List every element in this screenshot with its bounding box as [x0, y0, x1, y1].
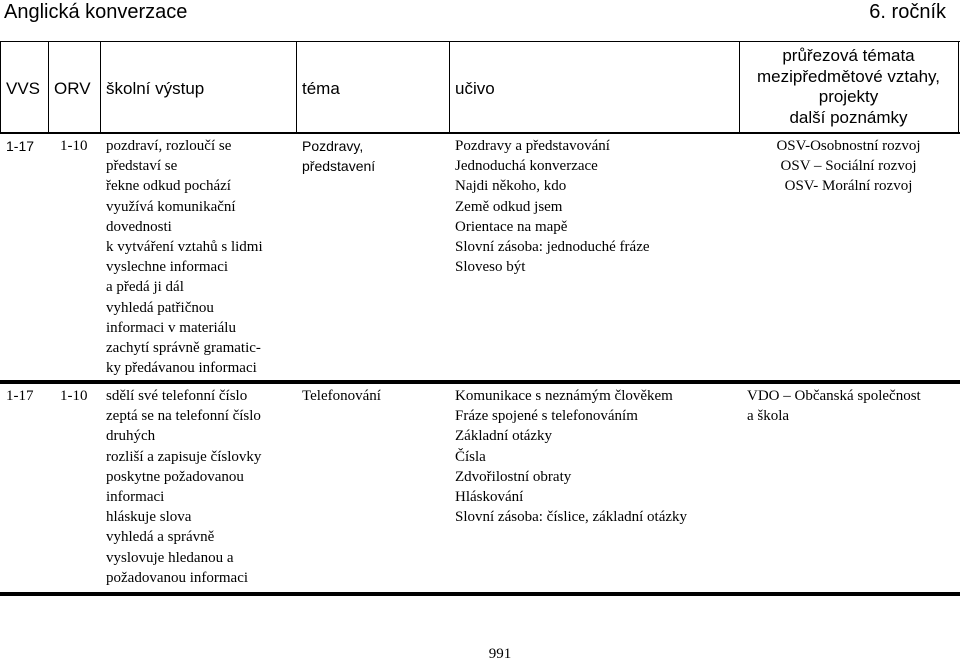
header-prurezova-line: mezipředmětové vztahy,	[757, 66, 940, 86]
ucivo-item: Jednoduchá konverzace	[455, 158, 598, 175]
vystup-item: zachytí správně gramatic-	[106, 340, 261, 357]
row1-ucivo	[455, 136, 650, 277]
document-title: Anglická konverzace	[4, 1, 188, 23]
column-divider-vystup	[296, 41, 297, 133]
prurezova-item: OSV – Sociální rozvoj	[780, 158, 917, 175]
row2-vystup	[106, 386, 261, 588]
ucivo-item: Hláskování	[455, 489, 524, 506]
column-divider-left-edge	[0, 41, 1, 133]
prurezova-item: a škola	[747, 408, 790, 425]
prurezova-item: OSV-Osobnostní rozvoj	[776, 138, 921, 154]
row2-tema	[302, 386, 381, 406]
header-vystup: školní výstup	[106, 79, 205, 98]
vystup-item: ky předávanou informaci	[106, 360, 257, 377]
header-prurezova-line: další poznámky	[789, 107, 908, 127]
ucivo-item: Sloveso být	[455, 259, 526, 276]
vystup-item: rozliší a zapisuje číslovky	[106, 448, 262, 465]
tema-item: Pozdravy,	[302, 138, 364, 154]
ucivo-item: Čísla	[455, 448, 486, 465]
vystup-item: pozdraví, rozloučí se	[106, 138, 232, 154]
vystup-item: vyslechne informaci	[106, 259, 229, 276]
tema-item: představení	[302, 158, 376, 174]
grade-label: 6. ročník	[869, 1, 946, 23]
ucivo-item: Slovní zásoba: číslice, základní otázky	[455, 509, 688, 526]
ucivo-item: Země odkud jsem	[455, 198, 563, 215]
vystup-item: vyhledá patřičnou	[106, 299, 214, 316]
prurezova-item: VDO – Občanská společnost	[747, 388, 921, 404]
column-divider-orv	[100, 41, 101, 133]
vystup-item: hláskuje slova	[106, 509, 192, 526]
ucivo-item: Pozdravy a představování	[455, 138, 610, 154]
header-bottom-border	[0, 132, 960, 134]
page-number: 991	[488, 646, 512, 662]
header-orv: ORV	[54, 79, 91, 98]
column-divider-tema	[449, 41, 450, 133]
vystup-item: k vytváření vztahů s lidmi	[106, 239, 263, 256]
vystup-item: vyslovuje hledanou a	[106, 549, 234, 566]
vystup-item: zeptá se na telefonní číslo	[106, 408, 261, 425]
vystup-item: poskytne požadovanou	[106, 468, 244, 485]
header-prurezova	[739, 46, 958, 128]
ucivo-item: Najdi někoho, kdo	[455, 178, 567, 195]
row2-orv: 1-10	[60, 388, 88, 404]
vystup-item: požadovanou informaci	[106, 569, 249, 586]
tema-item: Telefonování	[302, 388, 381, 404]
vystup-item: dovednosti	[106, 218, 172, 235]
row2-vvs: 1-17	[6, 388, 34, 404]
row1-tema	[302, 136, 375, 176]
ucivo-item: Komunikace s neznámým člověkem	[455, 388, 673, 404]
vystup-item: a předá ji dál	[106, 279, 184, 296]
ucivo-item: Slovní zásoba: jednoduché fráze	[455, 239, 650, 256]
header-vvs: VVS	[6, 79, 41, 98]
ucivo-item: Orientace na mapě	[455, 218, 568, 235]
vystup-item: sdělí své telefonní číslo	[106, 388, 248, 404]
prurezova-item: OSV- Morální rozvoj	[784, 178, 913, 195]
row2-ucivo	[455, 386, 687, 527]
vystup-item: řekne odkud pochází	[106, 178, 231, 195]
vystup-item: informaci v materiálu	[106, 319, 236, 336]
ucivo-item: Zdvořilostní obraty	[455, 468, 572, 485]
vystup-item: využívá komunikační	[106, 198, 236, 215]
vystup-item: informaci	[106, 489, 165, 506]
header-prurezova-line: průřezová témata	[782, 46, 915, 65]
row1-prurezova	[739, 136, 958, 197]
table-top-border	[0, 41, 960, 42]
row1-orv: 1-10	[60, 138, 88, 154]
header-ucivo: učivo	[455, 79, 495, 98]
vystup-item: představí se	[106, 158, 178, 175]
header-tema: téma	[302, 79, 340, 98]
ucivo-item: Základní otázky	[455, 428, 553, 445]
vystup-item: vyhledá a správně	[106, 529, 215, 546]
row2-prurezova	[747, 386, 921, 426]
column-divider-vvs	[48, 41, 49, 133]
ucivo-item: Fráze spojené s telefonováním	[455, 408, 638, 425]
table-bottom-border	[0, 592, 960, 596]
column-divider-right-edge	[958, 41, 959, 133]
row1-vystup	[106, 136, 263, 378]
row1-vvs: 1-17	[6, 138, 35, 154]
header-prurezova-line: projekty	[818, 87, 879, 106]
row-separator	[0, 380, 960, 384]
vystup-item: druhých	[106, 428, 156, 445]
